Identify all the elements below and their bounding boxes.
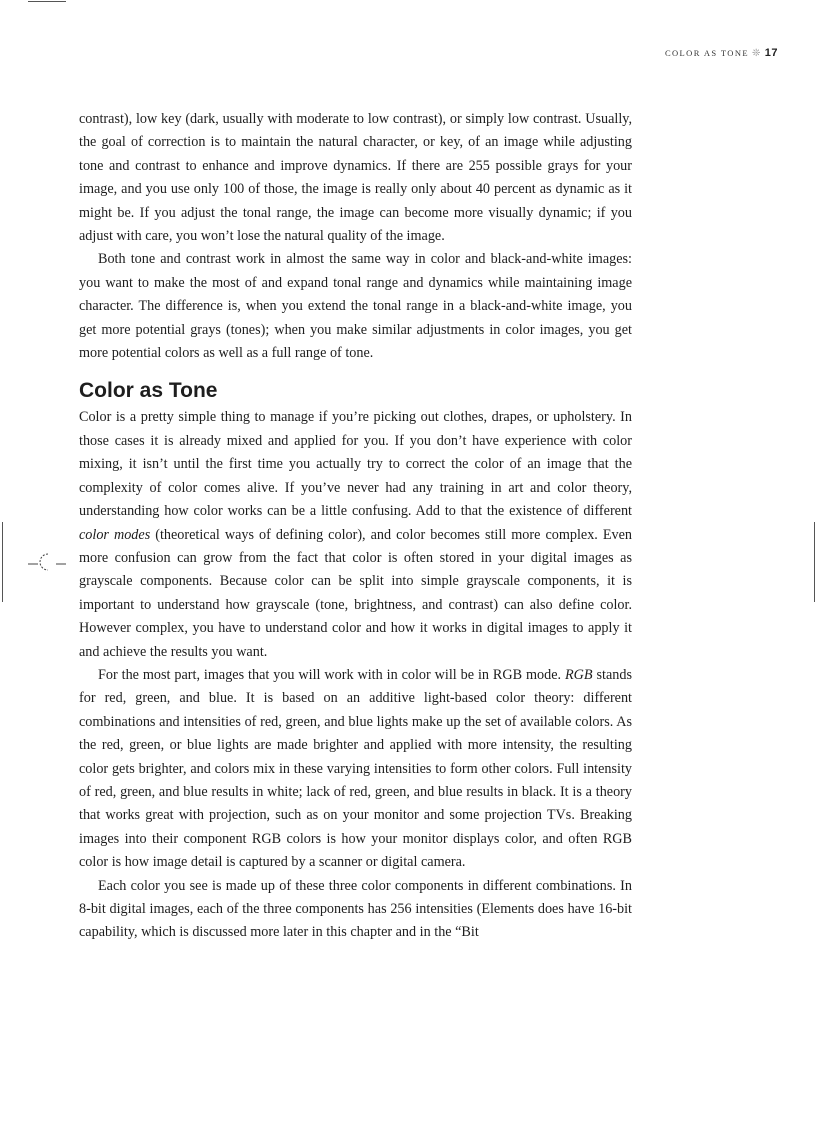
paragraph-4-text-b: stands for red, green, and blue. It is based on an additive light-based color theory: different combinations and intensities of red, green, and blue lights make up the set of available colors. As the red, green, or blue lights are made brighter and applied with more intensity, the resulting color gets brighter, and colors mix in these varying intensities to form other colors. Full intensity of red, green, and blue results in white; lack of red, green, and blue results in black. It is a theory that works great with projection, such as on your monitor and some projection TVs. Breaking images into their component RGB colors is how your monitor displays color, and often RGB color is how image detail is captured by a scanner or digital camera.: [79, 666, 632, 871]
paragraph-3-text-b: (theoretical ways of defining color), and color becomes still more complex. Even more confusion can grow from the fact that color is often stored in your digital images as grayscale components. Because color can be split into simple grayscale components, it is important to understand how grayscale (tone, brightness, and contrast) can also define color. However complex, you have to understand color and how it works in digital images to apply it and achieve the results you want.: [79, 526, 633, 660]
body-text: [79, 108, 632, 945]
paragraph-1: contrast), low key (dark, usually with moderate to low contrast), or simply low contrast. Usually, the goal of correction is to maintain the natural character, or key, of an image while adjusting tone and contrast to enhance and improve dynamics. If there are 255 possible grays for your image, and you use only 100 of those, the image is really only about 40 percent as dynamic as it might be. If you adjust the tonal range, the image can become more visually dynamic; if you adjust with care, you won’t lose the natural quality of the image.: [79, 111, 632, 245]
paragraph-3-italic-term: color modes: [79, 526, 151, 543]
paragraph-3-text-a: Color is a pretty simple thing to manage if you’re picking out clothes, drapes, or upholstery. In those cases it is already mixed and applied for you. If you don’t have experience with color mixing, it isn’t until the first time you actually try to correct the color of an image that the complexity of color comes alive. If you’ve never had any training in art and color theory, understanding how color works can be a little confusing. Add to that the existence of different: [79, 409, 632, 520]
paragraph-4-italic-term: RGB: [565, 666, 593, 683]
paragraph-3: [79, 406, 632, 663]
ornament-icon: ❊: [751, 48, 762, 59]
section-heading: Color as Tone: [79, 379, 218, 403]
running-head: [665, 47, 778, 59]
paragraph-4: [79, 664, 632, 875]
paragraph-4-text-a: For the most part, images that you will work with in color will be in RGB mode.: [98, 666, 566, 683]
crop-mark-right: [814, 522, 815, 602]
paragraph-5: Each color you see is made up of these three color components in different combinations. In 8-bit digital images, each of the three components has 256 intensities (Elements does have 16-bit capability, which is discussed more later in this chapter and in the “Bit: [79, 877, 632, 941]
crop-mark-left: [2, 522, 3, 602]
page-number: 17: [764, 47, 778, 59]
crop-mark-top: [28, 1, 66, 2]
registration-mark-icon: [26, 548, 72, 574]
paragraph-2: Both tone and contrast work in almost the same way in color and black-and-white images: you want to make the most of and expand tonal range and dynamics while maintaining image character. The difference is, when you extend the tonal range in a black-and-white image, you get more potential grays (tones); when you make similar adjustments in color images, you get more potential colors as well as a full range of tone.: [79, 251, 632, 362]
running-title: COLOR AS TONE: [664, 48, 749, 58]
